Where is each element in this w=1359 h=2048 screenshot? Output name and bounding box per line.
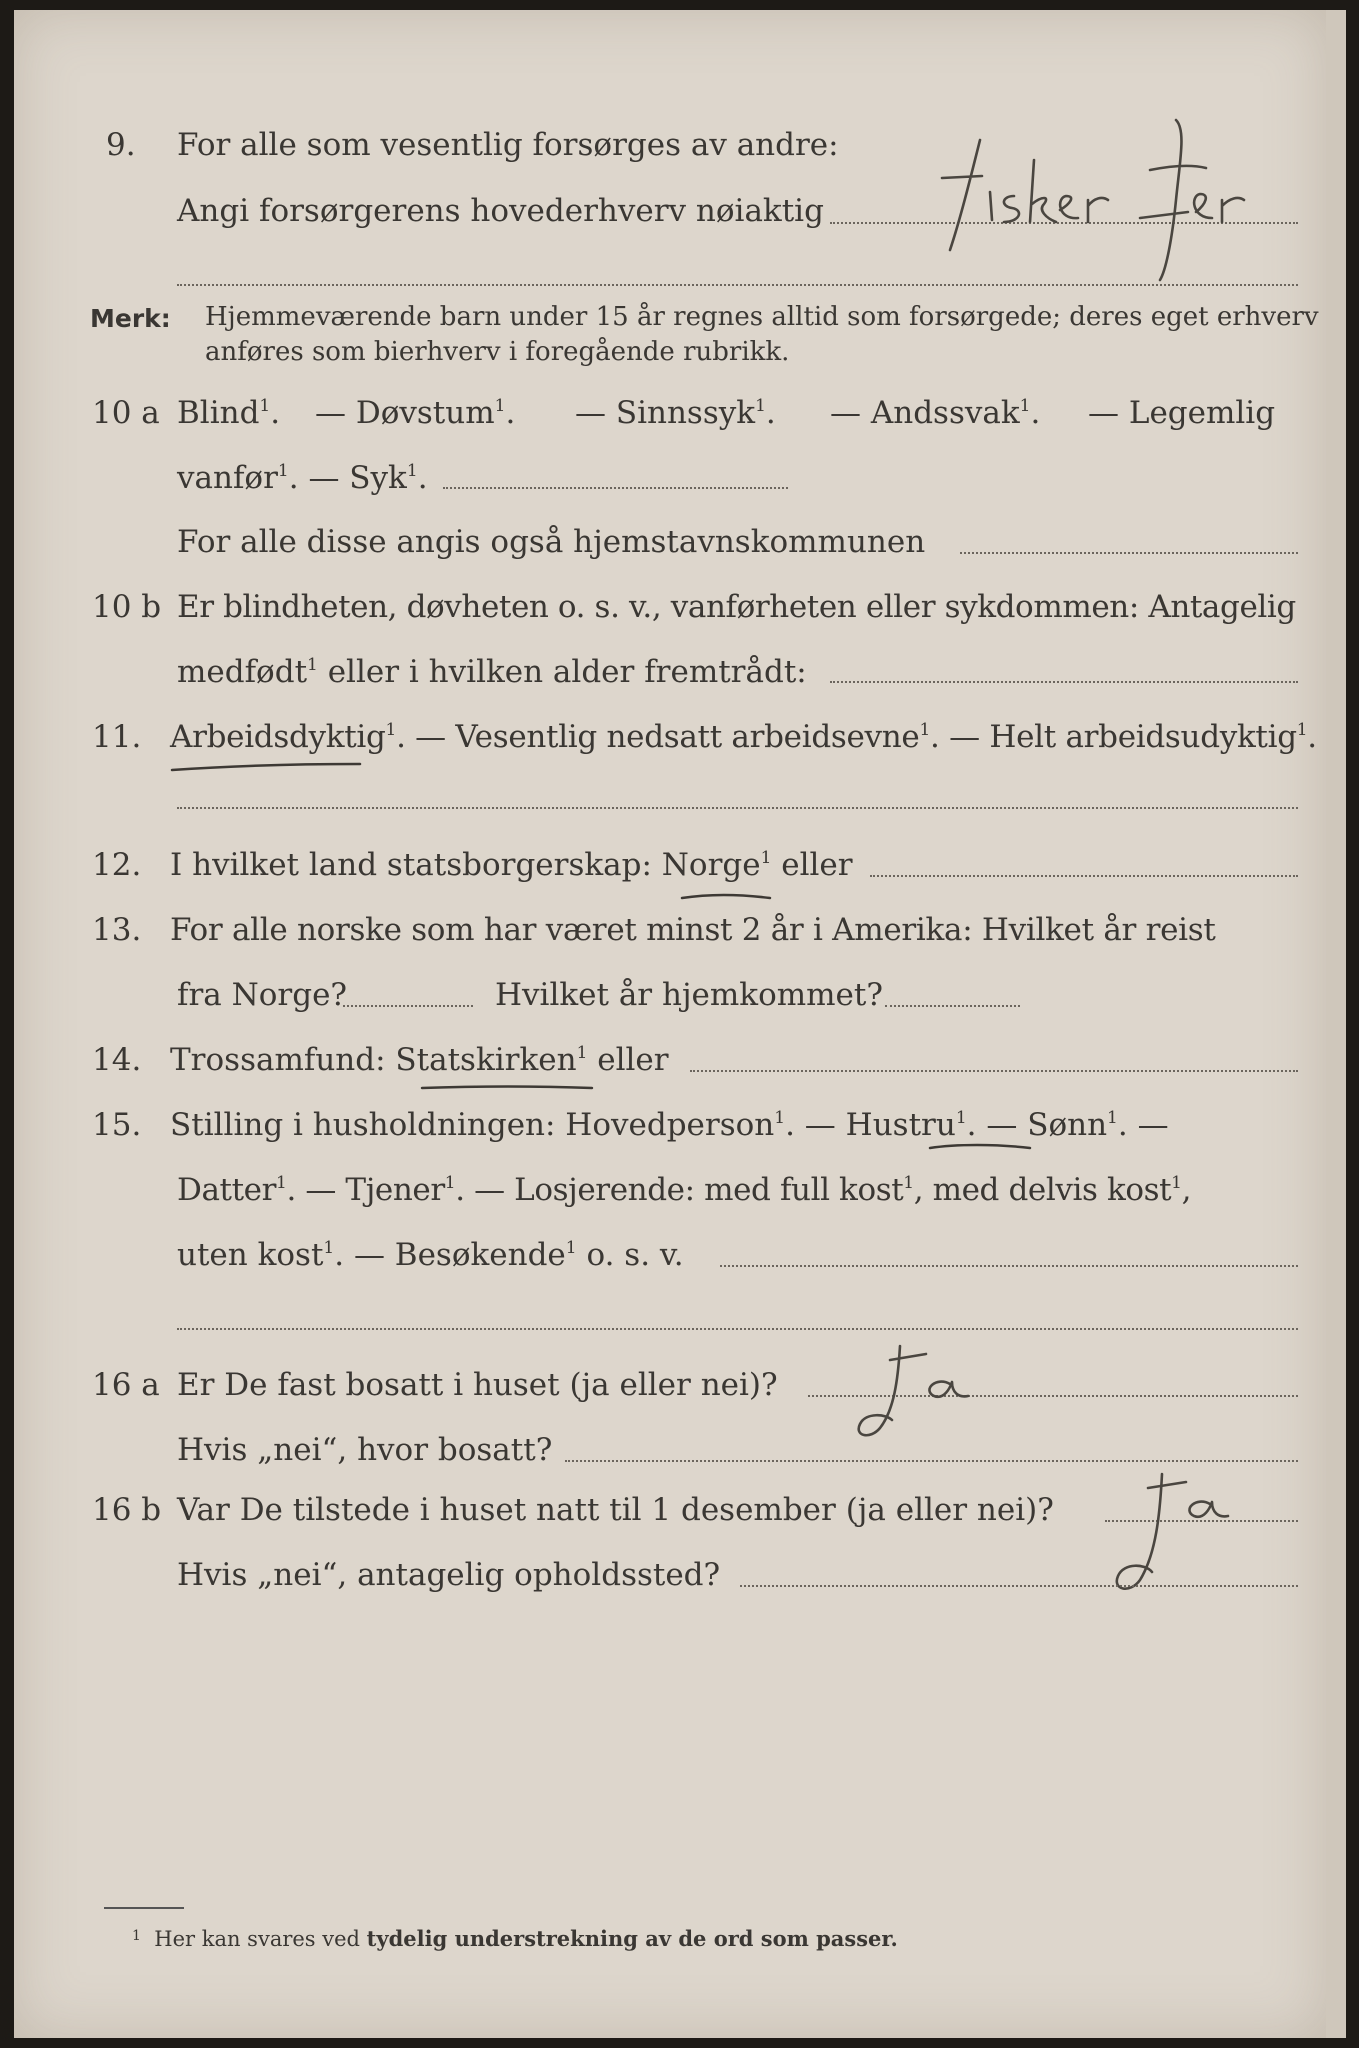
- q13-line2b: Hvilket år hjemkommet?: [495, 977, 883, 1013]
- q14-answer-line: [690, 1070, 1298, 1072]
- q10b-line1: Er blindheten, døvheten o. s. v., vanførheten eller sykdommen: Antagelig: [177, 589, 1296, 625]
- q14-line: Trossamfund: Statskirken$^1$ eller: [170, 1042, 669, 1078]
- q10a-dovstum: — Døvstum$^1$.: [315, 395, 516, 431]
- q10a-line3: For alle disse angis også hjemstavnskommunen: [177, 524, 926, 560]
- q16a-line2: Hvis „nei“, hvor bosatt?: [177, 1432, 553, 1468]
- q15-number: 15.: [92, 1107, 142, 1143]
- q10a-number: 10 a: [92, 395, 160, 431]
- q10b-line2: medfødt$^1$ eller i hvilken alder fremtrådt:: [177, 654, 807, 690]
- q13-reist-line: [343, 1005, 473, 1007]
- q16a-number: 16 a: [92, 1367, 160, 1403]
- footnote: $^1$ Her kan svares ved tydelig understrekning av de ord som passer.: [132, 1926, 898, 1951]
- q10a-andssvak: — Andssvak$^1$.: [830, 395, 1041, 431]
- q16a-handwritten-answer: [840, 1340, 1000, 1450]
- q10a-vanfor: vanfør$^1$. — Syk$^1$.: [177, 460, 428, 496]
- q10a-legemlig: — Legemlig: [1088, 395, 1276, 431]
- q15-answer-line: [720, 1265, 1298, 1267]
- q15-underline-mark: [926, 1140, 1036, 1156]
- q15-line3: uten kost$^1$. — Besøkende$^1$ o. s. v.: [177, 1237, 684, 1273]
- q10a-blind: Blind$^1$.: [177, 395, 281, 431]
- q14-number: 14.: [92, 1042, 142, 1078]
- q13-hjemkommet-line: [885, 1005, 1020, 1007]
- q15-line2: Datter$^1$. — Tjener$^1$. — Losjerende: med full kost$^1$, med delvis kost$^1$,: [177, 1172, 1192, 1208]
- q16b-number: 16 b: [92, 1492, 162, 1528]
- q16b-handwritten-answer: [1090, 1470, 1250, 1610]
- merk-line2: anføres som bierhverv i foregående rubrikk.: [205, 337, 790, 367]
- q12-underline-mark: [678, 890, 778, 906]
- q11-number: 11.: [92, 719, 142, 755]
- q11-underline-mark: [168, 758, 368, 778]
- q10b-number: 10 b: [92, 589, 162, 625]
- q15-extra-line: [177, 1328, 1298, 1330]
- q9-line1: For alle som vesentlig forsørges av andre:: [177, 127, 839, 163]
- q14-underline-mark: [418, 1080, 598, 1096]
- q16a-line1: Er De fast bosatt i huset (ja eller nei)?: [177, 1367, 778, 1403]
- q16b-line1: Var De tilstede i huset natt til 1 desember (ja eller nei)?: [177, 1492, 1054, 1528]
- q15-line1: Stilling i husholdningen: Hovedperson$^1$. — Hustru$^1$. — Sønn$^1$. —: [170, 1107, 1169, 1143]
- q13-line2a: fra Norge?: [177, 977, 348, 1013]
- merk-label: Merk:: [90, 304, 171, 333]
- q13-line1: For alle norske som har været minst 2 år i Amerika: Hvilket år reist: [170, 912, 1216, 948]
- q9-handwritten-answer: [940, 100, 1300, 290]
- q12-answer-line: [870, 875, 1298, 877]
- q11-line: Arbeidsdyktig$^1$. — Vesentlig nedsatt arbeidsevne$^1$. — Helt arbeidsudyktig$^1$.: [170, 719, 1317, 755]
- q10a-syk-line: [443, 487, 788, 489]
- q12-line: I hvilket land statsborgerskap: Norge$^1$ eller: [170, 847, 853, 883]
- q10a-hjemstavn-line: [960, 552, 1298, 554]
- q9-line2: Angi forsørgerens hovederhverv nøiaktig: [177, 193, 824, 229]
- q12-number: 12.: [92, 847, 142, 883]
- footnote-rule: [104, 1907, 184, 1909]
- page-edge: [1326, 10, 1346, 2038]
- q10a-sinnssyk: — Sinnssyk$^1$.: [575, 395, 776, 431]
- q16a-bosatt-line: [565, 1460, 1298, 1462]
- q16b-line2: Hvis „nei“, antagelig opholdssted?: [177, 1557, 721, 1593]
- q13-number: 13.: [92, 912, 142, 948]
- q11-extra-line: [177, 807, 1298, 809]
- q10b-answer-line: [830, 681, 1298, 683]
- q9-number: 9.: [106, 127, 136, 163]
- merk-line1: Hjemmeværende barn under 15 år regnes alltid som forsørgede; deres eget erhverv: [205, 302, 1319, 332]
- q16b-opholdssted-line: [740, 1585, 1298, 1587]
